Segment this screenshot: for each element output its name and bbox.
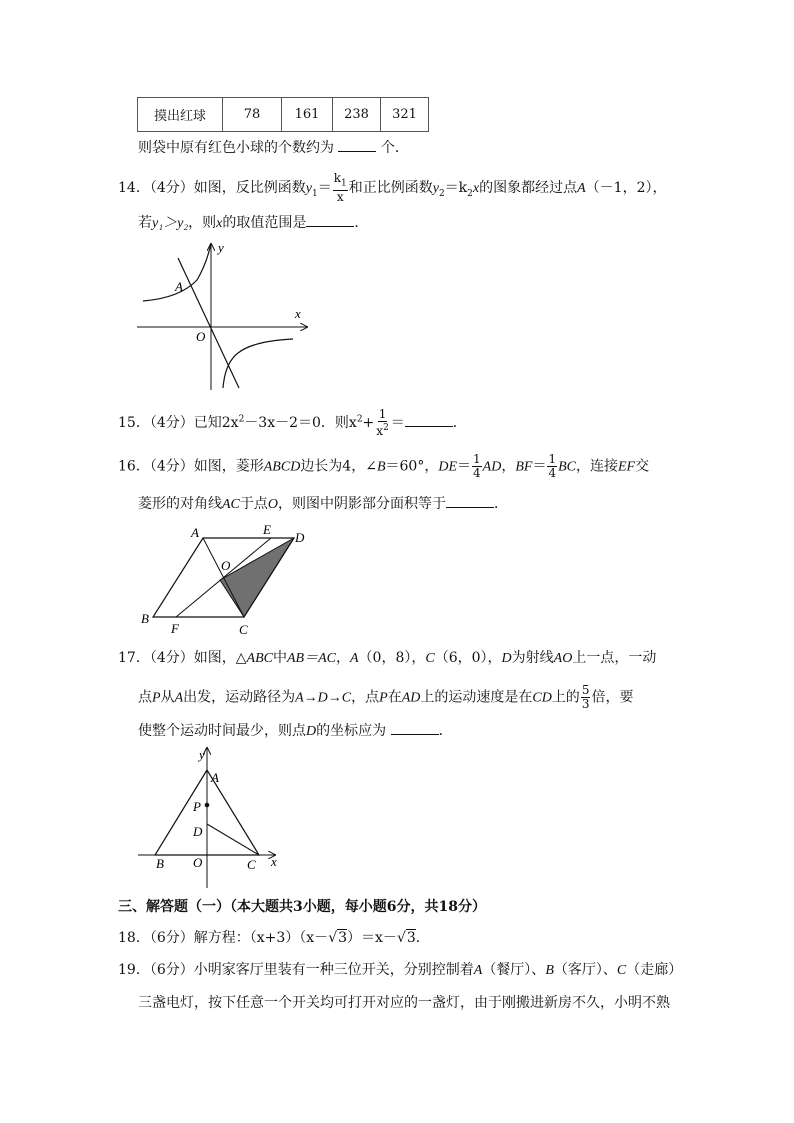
answer-blank[interactable] (446, 493, 494, 508)
x-label: x (271, 854, 277, 869)
point-p (205, 803, 210, 808)
table-row-label: 摸出红球 (138, 98, 223, 132)
q16-line1: 16．（4分）如图，菱形ABCD边长为4，∠B＝60°，DE＝ $\frac{1}{4}$ AD，BF＝ $\frac{1}{4}$ BC，连接EF交 (118, 452, 650, 480)
line-dc (207, 824, 259, 855)
line-y2 (178, 258, 239, 388)
table-cell: 321 (381, 98, 429, 132)
q18-line: 18．（6分）解方程：（x+3）（x－√3）＝x－√3． (118, 930, 430, 946)
label-c: C (239, 622, 248, 637)
label-c: C (247, 857, 256, 872)
answer-blank[interactable] (391, 720, 439, 735)
x-label: x (295, 306, 301, 321)
label-o: O (221, 558, 231, 573)
q17-line2: 点P从A出发，运动路径为A→D→C，点P在AD上的运动速度是在CD上的 $\frac{5}{3}$ 倍，要 (138, 683, 634, 711)
label-d: D (295, 530, 305, 545)
section-heading: 三、解答题（一）（本大题共3小题，每小题6分，共18分） (118, 899, 486, 915)
tally-table (137, 97, 429, 132)
q15-line: 15．（4分）已知$2x^2-3x-2=0$．则$x^2+$ $\frac{1}{x^2}$ ＝ ． (118, 407, 467, 438)
label-b: B (141, 611, 149, 626)
table-cell: 238 (333, 98, 381, 132)
q16-line2: 菱形的对角线AC于点O，则图中阴影部分面积等于 ． (138, 493, 508, 515)
fraction: $\frac{5}{3}$ (581, 683, 590, 711)
label-b: B (156, 856, 164, 871)
q17-line3: 使整个运动时间最少，则点D的坐标应为 ． (138, 720, 453, 742)
table-cell: 78 (223, 98, 282, 132)
table-row (138, 98, 429, 132)
hyperbola-branch-lower (223, 339, 293, 388)
point-a-label: A (175, 279, 183, 294)
fraction: $\frac{k_1}{x}$ (333, 171, 347, 205)
q14-figure (135, 238, 315, 393)
table-cell: 161 (282, 98, 333, 132)
answer-blank[interactable] (306, 212, 354, 227)
q19-line2: 三盏电灯，按下任意一个开关均可打开对应的一盏灯，由于刚搬进新房不久，小明不熟 (138, 995, 670, 1011)
origin-label: O (196, 329, 206, 344)
label-o: O (193, 855, 203, 870)
q17-figure (135, 745, 295, 890)
y-label: y (218, 240, 224, 255)
q14-line2: 若y₁＞y₂，则x的取值范围是 ． (138, 212, 368, 234)
answer-blank[interactable] (405, 412, 453, 427)
q14-line1: 14．（4分）如图，反比例函数$y_1=$ $\frac{k_1}{x}$ 和正比例函数$y_2=k_2x$的图象都经过点A（－1，2）， (118, 171, 667, 205)
y-label: y (199, 747, 205, 762)
answer-blank[interactable] (338, 137, 376, 152)
q19-line1: 19．（6分）小明家客厅里装有一种三位开关，分别控制着A（餐厅）、B（客厅）、C（走廊） (118, 962, 683, 978)
fraction: $\frac{1}{x^2}$ (376, 407, 389, 438)
q13-tail: 则袋中原有红色小球的个数约为 个． (138, 137, 409, 158)
label-p: P (193, 799, 201, 814)
q17-line1: 17．（4分）如图，△ABC中AB＝AC，A（0，8），C（6，0），D为射线AO上一点，一动 (118, 650, 657, 666)
fraction: $\frac{1}{4}$ (473, 452, 481, 480)
label-a: A (211, 770, 219, 785)
label-f: F (171, 621, 179, 636)
label-d: D (193, 824, 203, 839)
label-a: A (191, 525, 199, 540)
fraction: $\frac{1}{4}$ (548, 452, 557, 480)
q16-figure (135, 522, 315, 640)
label-e: E (263, 522, 271, 537)
